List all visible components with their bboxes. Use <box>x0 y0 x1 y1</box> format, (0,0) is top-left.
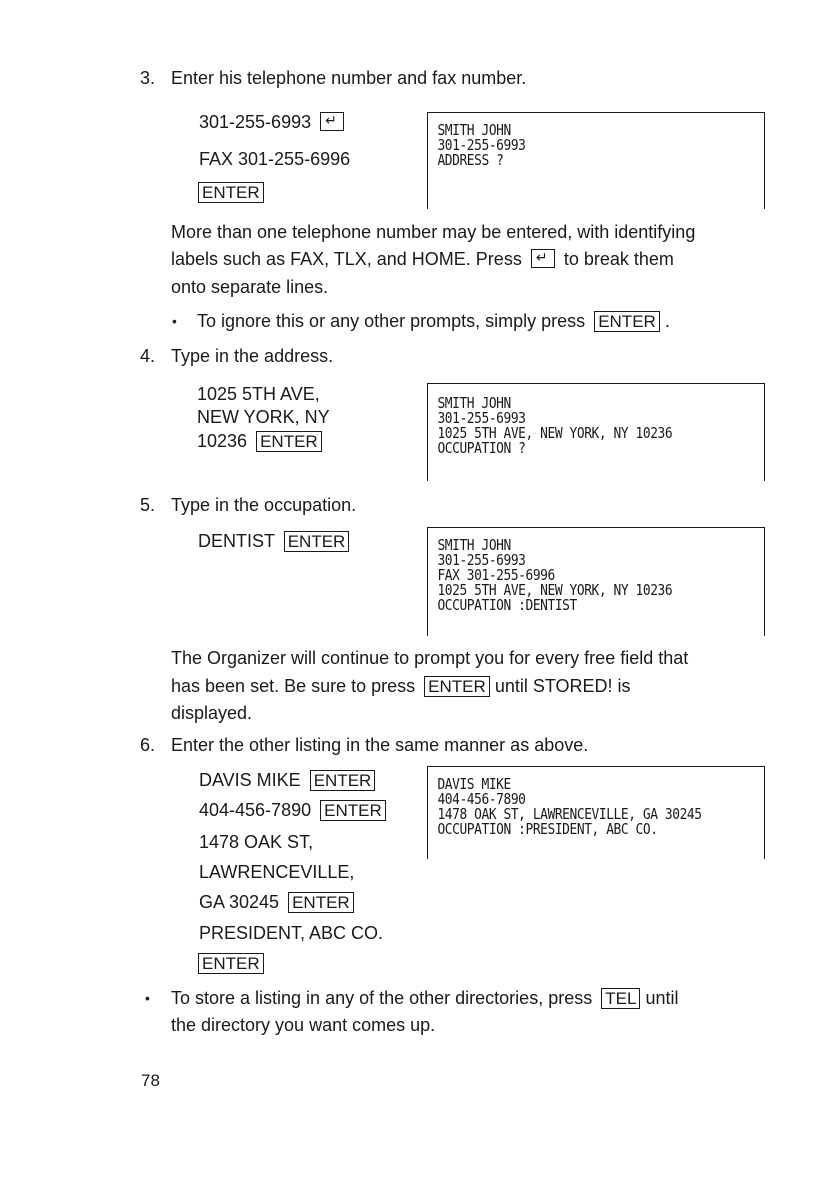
lcd-line: DAVIS MIKE <box>437 775 511 793</box>
lcd-display <box>427 766 765 859</box>
bullet-text: To store a listing in any of the other directories, press TEL until <box>171 988 679 1008</box>
enter-key: ENTER <box>288 892 354 913</box>
lcd-display <box>427 383 765 481</box>
lcd-line: OCCUPATION :DENTIST <box>437 596 577 614</box>
lcd-line: FAX 301-255-6996 <box>437 566 555 584</box>
lcd-line: OCCUPATION :PRESIDENT, ABC CO. <box>437 820 658 838</box>
input-line: 10236 ENTER <box>197 430 322 452</box>
input-line: GA 30245 ENTER <box>199 891 354 913</box>
enter-key: ENTER <box>198 182 264 203</box>
lcd-line: 301-255-6993 <box>437 551 526 569</box>
step-number: 3. <box>140 68 156 88</box>
enter-key: ENTER <box>594 311 660 332</box>
paragraph-line: displayed. <box>171 703 253 723</box>
bullet-text: the directory you want comes up. <box>171 1015 436 1035</box>
paragraph-line: More than one telephone number may be entered, with identifying <box>171 222 696 242</box>
step-title: Enter his telephone number and fax number. <box>171 68 527 88</box>
tel-key: TEL <box>601 988 640 1009</box>
lcd-line: ADDRESS ? <box>437 151 504 169</box>
enter-key: ENTER <box>256 431 322 452</box>
input-line: NEW YORK, NY <box>197 407 330 427</box>
input-line: LAWRENCEVILLE, <box>199 862 355 882</box>
lcd-display <box>427 527 765 636</box>
input-line: FAX 301-255-6996 <box>199 149 351 169</box>
input-line: 404-456-7890 ENTER <box>199 799 386 821</box>
input-line: 1025 5TH AVE, <box>197 384 320 404</box>
paragraph-line: has been set. Be sure to press ENTER until STORED! is <box>171 676 631 696</box>
input-line: DENTIST ENTER <box>198 530 349 552</box>
paragraph-line: labels such as FAX, TLX, and HOME. Press ↵ to break them <box>171 249 674 269</box>
lcd-line: 1478 OAK ST, LAWRENCEVILLE, GA 30245 <box>437 805 702 823</box>
input-line: 301-255-6993 ↵ <box>199 111 348 133</box>
lcd-line: SMITH JOHN <box>437 536 511 554</box>
step-number: 5. <box>140 495 156 515</box>
step-number: 4. <box>140 346 156 366</box>
step-title: Type in the address. <box>171 346 334 366</box>
step-title: Enter the other listing in the same manner as above. <box>171 735 589 755</box>
enter-key: ENTER <box>198 953 264 974</box>
input-line <box>198 952 264 974</box>
lcd-display <box>427 112 765 209</box>
lcd-line: SMITH JOHN <box>437 121 511 139</box>
paragraph-line: onto separate lines. <box>171 277 329 297</box>
input-line: 1478 OAK ST, <box>199 832 314 852</box>
lcd-line: SMITH JOHN <box>437 394 511 412</box>
return-key-icon: ↵ <box>320 112 344 131</box>
lcd-line: 404-456-7890 <box>437 790 526 808</box>
enter-key: ENTER <box>310 770 376 791</box>
input-line <box>198 181 264 203</box>
lcd-line: 1025 5TH AVE, NEW YORK, NY 10236 <box>437 424 673 442</box>
return-key-icon: ↵ <box>531 249 555 268</box>
enter-key: ENTER <box>320 800 386 821</box>
lcd-line: 1025 5TH AVE, NEW YORK, NY 10236 <box>437 581 673 599</box>
input-line: PRESIDENT, ABC CO. <box>199 923 384 943</box>
lcd-line: 301-255-6993 <box>437 136 526 154</box>
bullet-text: To ignore this or any other prompts, simply press ENTER . <box>197 311 670 331</box>
bullet-icon: • <box>145 990 150 1006</box>
lcd-line: OCCUPATION ? <box>437 439 526 457</box>
step-number: 6. <box>140 735 156 755</box>
enter-key: ENTER <box>284 531 350 552</box>
step-title: Type in the occupation. <box>171 495 357 515</box>
bullet-icon: • <box>172 313 177 329</box>
input-line: DAVIS MIKE ENTER <box>199 769 375 791</box>
paragraph-line: The Organizer will continue to prompt you for every free field that <box>171 648 689 668</box>
lcd-line: 301-255-6993 <box>437 409 526 427</box>
page-number: 78 <box>141 1071 160 1090</box>
enter-key: ENTER <box>424 676 490 697</box>
